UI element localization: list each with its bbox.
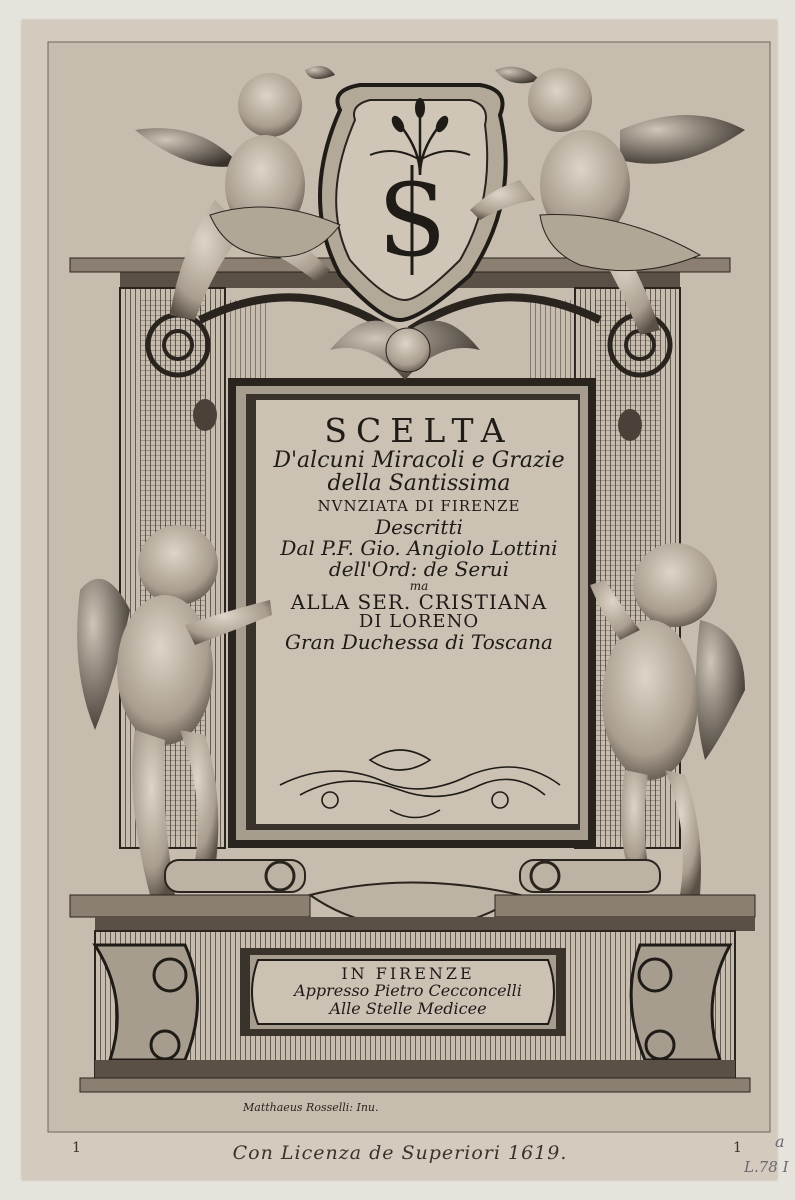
shield-monogram: S xyxy=(377,162,447,279)
license-line: Con Licenza de Superiori 1619. xyxy=(232,1142,568,1164)
winged-cherub-head xyxy=(330,321,480,380)
title-text-block xyxy=(262,410,576,653)
title-line-4: NVNZIATA DI FIRENZE xyxy=(317,496,521,515)
plate-mark-right: 1 xyxy=(733,1140,742,1156)
title-line-7: dell'Ord: de Serui xyxy=(328,556,510,581)
title-line-8: ma xyxy=(409,578,429,593)
imprint-block xyxy=(258,965,558,1017)
imprint-line-3: Alle Stelle Medicee xyxy=(329,998,487,1018)
title-line-scelta: SCELTA xyxy=(324,411,514,450)
title-line-3: della Santissima xyxy=(327,470,511,496)
scroll-left xyxy=(165,860,305,892)
plate-mark-left: 1 xyxy=(72,1140,81,1156)
pencil-inventory-note: L.78 I xyxy=(744,1158,789,1176)
imprint-line-1: IN FIRENZE xyxy=(341,964,475,983)
title-line-10: DI LORENO xyxy=(358,611,480,633)
title-line-5: Descritti xyxy=(375,514,463,539)
artist-signature: Matthaeus Rosselli: Inu. xyxy=(243,1101,379,1114)
title-line-11: Gran Duchessa di Toscana xyxy=(285,630,553,655)
scroll-right xyxy=(520,860,660,892)
pencil-note-top: a xyxy=(775,1132,785,1151)
title-line-2: D'alcuni Miracoli e Grazie xyxy=(273,447,565,473)
imprint-line-2: Appresso Pietro Cecconcelli xyxy=(294,981,522,1001)
title-line-6: Dal P.F. Gio. Angiolo Lottini xyxy=(280,535,558,560)
title-line-9: ALLA SER. CRISTIANA xyxy=(290,590,548,615)
